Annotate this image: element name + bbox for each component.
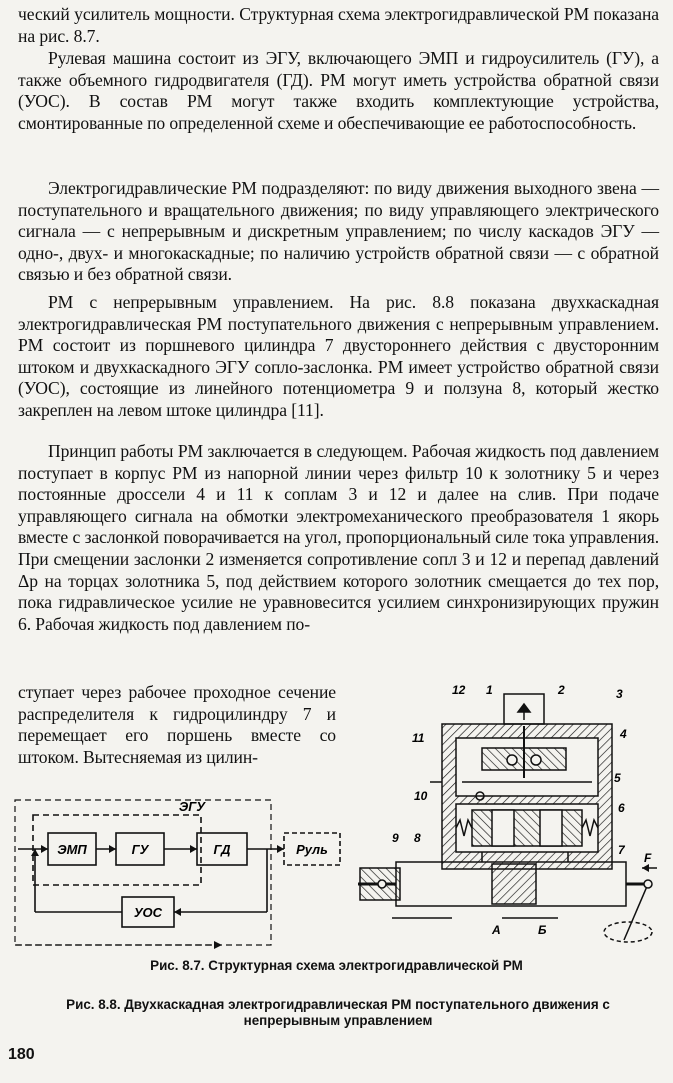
label-emp: ЭМП <box>57 842 87 857</box>
callout-9: 9 <box>392 831 399 845</box>
callout-12: 12 <box>452 683 466 697</box>
callout-4: 4 <box>620 727 627 741</box>
figure-8-7-caption: Рис. 8.7. Структурная схема электрогидравлической РМ <box>150 958 523 973</box>
callout-11: 11 <box>412 731 425 745</box>
paragraph-beside-figure: ступает через рабочее проходное сечение распределителя к гидроцилиндру 7 и перемещает его поршень вместе со штоком. Вытесняемая из цилин- <box>18 682 336 767</box>
callout-10: 10 <box>414 789 428 803</box>
label-uos: УОС <box>133 905 163 920</box>
label-gu: ГУ <box>131 842 149 857</box>
callout-5: 5 <box>614 771 621 785</box>
page-number: 180 <box>8 1046 35 1063</box>
figure-8-8-caption: Рис. 8.8. Двухкаскадная электрогидравлическая РМ поступательного движения с непрерывным управлением <box>66 997 610 1028</box>
figure-8-7-block-diagram <box>12 795 348 955</box>
egu-group-label: ЭГУ <box>178 799 206 814</box>
paragraph-classification: Электрогидравлические РМ подразделяют: по виду движения выходного звена — поступательного и вращательного движения; по виду управляющего электрического сигнала — с непрерывным и дискретным управлением; по числу каскадов ЭГУ — одно-, двух- и многокаскадные; по наличию устройств обратной связи — с обратной связью и без обратной связи. <box>18 178 659 285</box>
callout-1: 1 <box>486 683 493 697</box>
callout-2: 2 <box>558 683 565 697</box>
paragraph-composition: Рулевая машина состоит из ЭГУ, включающего ЭМП и гидроусилитель (ГУ), а также объемного гидродвигателя (ГД). РМ могут иметь устройства обратной связи (УОС). В состав РМ могут также входить комплектующие устройства, смонтированные по определенной схеме и обеспечивающие ее работоспособность. <box>18 48 659 133</box>
paragraph-continuous-control: РМ с непрерывным управлением. На рис. 8.8 показана двухкаскадная электрогидравлическая РМ поступательного движения с непрерывным управлением. РМ состоит из поршневого цилиндра 7 двустороннего действия с двусторонним штоком и двухкаскадного ЭГУ сопло-заслонка. РМ имеет устройство обратной связи (УОС), состоящие из линейного потенциометра 9 и ползуна 8, который жестко закреплен на левом штоке цилиндра [11]. <box>18 292 659 420</box>
paragraph-operating-principle: Принцип работы РМ заключается в следующем. Рабочая жидкость под давлением поступает в корпус РМ из напорной линии через фильтр 10 к золотнику 5 и через постоянные дроссели 4 и 11 к соплам 3 и 12 и далее на слив. При подаче управляющего сигнала на обмотки электромеханического преобразователя 1 якорь вместе с заслонкой поворачивается на угол, пропорциональный силе тока управления. При смещении заслонки 2 изменяется сопротивление сопл 3 и 12 и перепад давлений Δp на торцах золотника 5, под действием которого золотник смещается до тех пор, пока гидравлическое усилие не уравновесится усилием синхронизирующих пружин 6. Рабочая жидкость под давлением по- <box>18 441 659 634</box>
label-gd: ГД <box>213 842 231 857</box>
callout-8: 8 <box>414 831 421 845</box>
callout-6: 6 <box>618 801 625 815</box>
label-rul: Руль <box>296 842 328 857</box>
callout-B: Б <box>538 923 547 937</box>
figure-8-8-schematic <box>352 682 662 954</box>
paragraph-continuation: ческий усилитель мощности. Структурная схема электрогидравлической РМ показана на рис. 8.7. <box>18 4 659 46</box>
callout-3: 3 <box>616 687 623 701</box>
spool <box>472 810 582 846</box>
force-label: F <box>644 851 652 865</box>
callout-A: А <box>492 923 501 937</box>
callout-7: 7 <box>618 843 625 857</box>
